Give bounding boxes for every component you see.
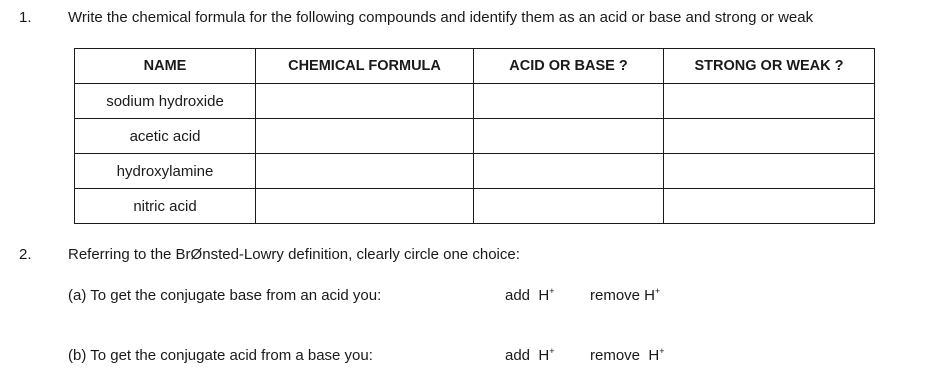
part-b-choice-remove[interactable]: remove H+ [590,346,665,364]
question-2-text: Referring to the BrØnsted-Lowry definition, clearly circle one choice: [68,246,520,263]
header-strong-or-weak: STRONG OR WEAK ? [664,49,875,84]
formula-answer-cell[interactable] [256,154,474,189]
header-name: NAME [75,49,256,84]
table-row [75,189,875,224]
part-b-choice-add[interactable]: add H+ [505,346,555,364]
formula-answer-cell[interactable] [256,84,474,119]
compound-name-cell: nitric acid [75,189,256,224]
part-b-label: (b) To get the conjugate acid from a base you: [68,347,373,364]
part-a-choice-remove[interactable]: remove H+ [590,286,661,304]
acid-base-answer-cell[interactable] [474,154,664,189]
formula-answer-cell[interactable] [256,189,474,224]
acid-base-answer-cell[interactable] [474,189,664,224]
compound-name-cell: hydroxylamine [75,154,256,189]
acid-base-answer-cell[interactable] [474,84,664,119]
question-1-number: 1. [19,9,32,26]
strength-answer-cell[interactable] [664,119,875,154]
header-acid-or-base: ACID OR BASE ? [474,49,664,84]
acid-base-answer-cell[interactable] [474,119,664,154]
compound-name-cell: acetic acid [75,119,256,154]
table-row [75,154,875,189]
strength-answer-cell[interactable] [664,189,875,224]
question-1-text: Write the chemical formula for the following compounds and identify them as an acid or base and strong or weak [68,9,814,26]
formula-answer-cell[interactable] [256,119,474,154]
table-row [75,119,875,154]
compounds-table [74,48,875,224]
part-a-choice-add[interactable]: add H+ [505,286,555,304]
part-a-label: (a) To get the conjugate base from an acid you: [68,287,382,304]
strength-answer-cell[interactable] [664,84,875,119]
table-header-row [75,49,875,84]
compound-name-cell: sodium hydroxide [75,84,256,119]
table-row [75,84,875,119]
header-chemical-formula: CHEMICAL FORMULA [256,49,474,84]
strength-answer-cell[interactable] [664,154,875,189]
question-2-number: 2. [19,246,32,263]
